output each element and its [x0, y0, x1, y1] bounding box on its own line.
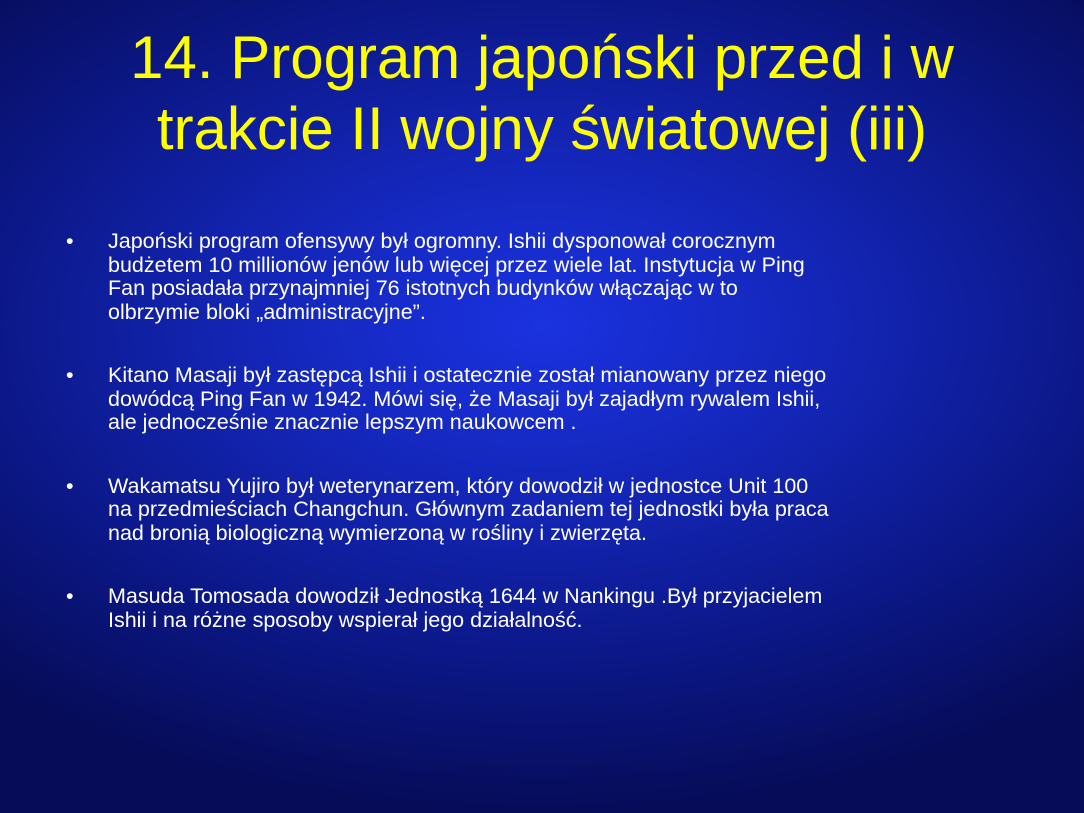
bullet-line: nad bronią biologiczną wymierzoną w rośliny i zwierzęta. [108, 520, 647, 545]
bullet-marker-icon: • [66, 229, 74, 253]
bullet-marker-icon: • [66, 363, 74, 387]
bullet-line: Japoński program ofensywy był ogromny. Ishii dysponował corocznym [108, 229, 776, 253]
bullet-line: olbrzymie bloki „administracyjne”. [108, 299, 426, 324]
slide-title-line-1: 14. Program japoński przed i w [130, 24, 954, 91]
bullet-line: Masuda Tomosada dowodził Jednostką 1644 w Nankingu .Był przyjacielem [108, 584, 823, 608]
slide-title [40, 22, 1044, 164]
bullet-line: Fan posiadała przynajmniej 76 istotnych budynków włączając w to [108, 276, 738, 300]
bullet-item-2 [66, 364, 1026, 435]
bullet-line: Wakamatsu Yujiro był weterynarzem, który dowodził w jednostce Unit 100 [108, 473, 809, 498]
bullet-item-1 [66, 230, 1026, 324]
bullet-line: na przedmieściach Changchun. Głównym zadaniem tej jednostki była praca [108, 497, 829, 521]
bullet-item-4 [66, 585, 1026, 632]
bullet-line: budżetem 10 millionów jenów lub więcej przez wiele lat. Instytucja w Ping [108, 252, 805, 277]
bullet-item-3 [66, 475, 1026, 546]
bullet-text [108, 585, 1026, 632]
slide-title-line-2: trakcie II wojny światowej (iii) [156, 95, 928, 162]
bullet-marker-icon: • [66, 473, 74, 498]
bullet-text [108, 475, 1026, 546]
bullet-marker-icon: • [66, 584, 74, 608]
bullet-text [108, 364, 1026, 435]
bullet-line: ale jednocześnie znacznie lepszym naukowcem . [108, 410, 577, 434]
bullet-line: Ishii i na różne sposoby wspierał jego działalność. [108, 607, 583, 632]
bullet-list [66, 230, 1026, 672]
bullet-text [108, 230, 1026, 324]
bullet-line: Kitano Masaji był zastępcą Ishii i ostatecznie został mianowany przez niego [108, 363, 827, 387]
bullet-line: dowódcą Ping Fan w 1942. Mówi się, że Masaji był zajadłym rywalem Ishii, [108, 386, 821, 411]
